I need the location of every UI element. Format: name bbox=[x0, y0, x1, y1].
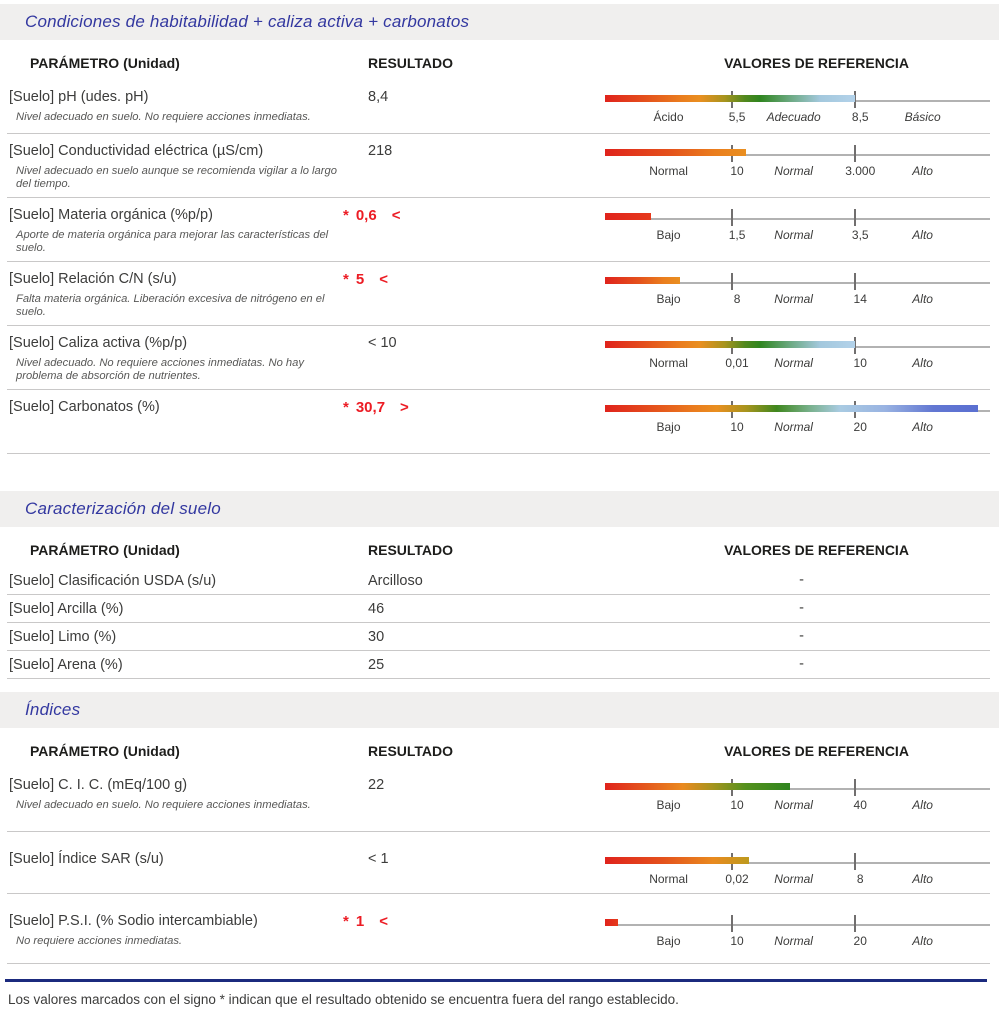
parameter-name: [Suelo] C. I. C. (mEq/100 g) bbox=[9, 777, 188, 793]
threshold-value: 20 bbox=[853, 420, 867, 434]
parameter-name: [Suelo] Clasificación USDA (s/u) bbox=[9, 573, 217, 589]
section-title: Índices bbox=[25, 700, 81, 719]
threshold-value: 10 bbox=[853, 356, 867, 370]
parameter-cell bbox=[7, 88, 340, 133]
parameter-cell bbox=[7, 206, 340, 261]
zone-label-right: Alto bbox=[912, 228, 933, 242]
reference-scale bbox=[605, 913, 990, 953]
parameter-name: [Suelo] pH (udes. pH) bbox=[9, 89, 149, 105]
result-value: 25 bbox=[368, 657, 385, 673]
table-row bbox=[7, 768, 990, 832]
scale-tick bbox=[854, 853, 856, 870]
threshold-value: 0,01 bbox=[725, 356, 749, 370]
zone-label-right: Alto bbox=[912, 872, 933, 886]
parameter-note: Nivel adecuado. No requiere acciones inmediatas. No hay problema de absorción de nutrientes. bbox=[16, 357, 304, 382]
parameter-cell bbox=[7, 270, 340, 325]
zone-label-right: Alto bbox=[912, 292, 933, 306]
parameter-note: Aporte de materia orgánica para mejorar las características del suelo. bbox=[16, 229, 329, 254]
parameter-name: [Suelo] Materia orgánica (%p/p) bbox=[9, 207, 213, 223]
section-header-characterization bbox=[0, 491, 999, 527]
result-value: 8,4 bbox=[368, 89, 389, 105]
zone-label-left: Bajo bbox=[656, 798, 681, 812]
direction-indicator: < bbox=[391, 207, 401, 224]
table-header-row bbox=[7, 527, 990, 567]
parameter-name: [Suelo] Limo (%) bbox=[9, 629, 117, 645]
zone-label-middle: Normal bbox=[774, 934, 813, 948]
threshold-value: 0,02 bbox=[725, 872, 749, 886]
reference-scale bbox=[605, 143, 990, 183]
scale-tick bbox=[731, 915, 733, 932]
reference-dash: - bbox=[799, 600, 804, 616]
table-row bbox=[7, 80, 990, 134]
threshold-value: 10 bbox=[730, 420, 744, 434]
table-row bbox=[7, 326, 990, 390]
threshold-value: 8 bbox=[856, 872, 864, 886]
indices-table bbox=[7, 728, 990, 964]
threshold-value: 14 bbox=[853, 292, 867, 306]
result-value: < 10 bbox=[368, 335, 397, 351]
table-row bbox=[7, 198, 990, 262]
parameter-cell bbox=[7, 850, 340, 893]
result-value: * 5 < bbox=[343, 271, 388, 288]
column-header-parameter: PARÁMETRO (Unidad) bbox=[30, 55, 180, 71]
column-header-result: RESULTADO bbox=[368, 542, 454, 558]
zone-label-middle: Adecuado bbox=[766, 110, 821, 124]
zone-label-middle: Normal bbox=[774, 356, 813, 370]
zone-label-right: Básico bbox=[904, 110, 941, 124]
parameter-note: Falta materia orgánica. Liberación excesiva de nitrógeno en el suelo. bbox=[16, 293, 325, 318]
parameter-cell bbox=[7, 912, 340, 963]
scale-gradient-bar bbox=[605, 919, 618, 926]
table-row bbox=[7, 595, 990, 623]
reference-scale bbox=[605, 207, 990, 247]
result-value: 218 bbox=[368, 143, 393, 159]
reference-scale bbox=[605, 271, 990, 311]
direction-indicator: < bbox=[379, 271, 388, 288]
zone-label-middle: Normal bbox=[774, 420, 813, 434]
scale-tick bbox=[854, 779, 856, 796]
scale-tick bbox=[854, 145, 856, 162]
zone-label-middle: Normal bbox=[774, 228, 813, 242]
table-row bbox=[7, 623, 990, 651]
scale-tick bbox=[854, 209, 856, 226]
footer-divider-line bbox=[5, 979, 987, 982]
table-row bbox=[7, 832, 990, 894]
table-row bbox=[7, 134, 990, 198]
reference-scale bbox=[605, 777, 990, 817]
result-value: * 1 < bbox=[343, 913, 388, 930]
table-row bbox=[7, 262, 990, 326]
table-row bbox=[7, 894, 990, 964]
zone-label-right: Alto bbox=[912, 164, 933, 178]
threshold-value: 1,5 bbox=[728, 228, 746, 242]
scale-tick bbox=[731, 209, 733, 226]
parameter-cell bbox=[7, 776, 340, 831]
parameter-cell bbox=[7, 142, 340, 197]
result-value: < 1 bbox=[368, 851, 389, 867]
scale-gradient-bar bbox=[605, 213, 651, 220]
zone-label-middle: Normal bbox=[774, 164, 813, 178]
scale-gradient-bar bbox=[605, 277, 680, 284]
result-value: Arcilloso bbox=[368, 573, 423, 589]
zone-label-left: Normal bbox=[649, 872, 688, 886]
column-header-reference: VALORES DE REFERENCIA bbox=[724, 542, 909, 558]
threshold-value: 8 bbox=[733, 292, 741, 306]
table-row bbox=[7, 390, 990, 454]
out-of-range-asterisk: * bbox=[343, 271, 349, 288]
parameter-note: Nivel adecuado en suelo aunque se recomienda vigilar a lo largo del tiempo. bbox=[16, 165, 337, 190]
reference-scale bbox=[605, 399, 990, 439]
parameter-name: [Suelo] P.S.I. (% Sodio intercambiable) bbox=[9, 913, 258, 929]
section-title: Condiciones de habitabilidad + caliza activa + carbonatos bbox=[25, 12, 470, 31]
column-header-parameter: PARÁMETRO (Unidad) bbox=[30, 542, 180, 558]
table-row bbox=[7, 567, 990, 595]
out-of-range-asterisk: * bbox=[343, 207, 349, 224]
column-header-reference: VALORES DE REFERENCIA bbox=[724, 55, 909, 71]
reference-dash: - bbox=[799, 628, 804, 644]
table-header-row bbox=[7, 728, 990, 768]
reference-scale bbox=[605, 335, 990, 375]
scale-baseline bbox=[605, 218, 990, 220]
parameter-name: [Suelo] Relación C/N (s/u) bbox=[9, 271, 177, 287]
reference-scale bbox=[605, 89, 990, 129]
threshold-value: 10 bbox=[730, 798, 744, 812]
parameter-cell bbox=[7, 398, 340, 453]
zone-label-left: Bajo bbox=[656, 228, 681, 242]
reference-dash: - bbox=[799, 656, 804, 672]
zone-label-right: Alto bbox=[912, 420, 933, 434]
scale-gradient-bar bbox=[605, 783, 790, 790]
scale-gradient-bar bbox=[605, 857, 749, 864]
zone-label-right: Alto bbox=[912, 798, 933, 812]
parameter-name: [Suelo] Conductividad eléctrica (µS/cm) bbox=[9, 143, 264, 159]
reference-dash: - bbox=[799, 572, 804, 588]
threshold-value: 20 bbox=[853, 934, 867, 948]
section-header-habitability bbox=[0, 4, 999, 40]
section-title: Caracterización del suelo bbox=[25, 499, 221, 518]
table-header-row bbox=[7, 40, 990, 80]
result-value: 30 bbox=[368, 629, 385, 645]
zone-label-left: Bajo bbox=[656, 934, 681, 948]
column-header-result: RESULTADO bbox=[368, 743, 454, 759]
parameter-cell bbox=[7, 334, 340, 389]
scale-tick bbox=[731, 273, 733, 290]
zone-label-left: Bajo bbox=[656, 420, 681, 434]
reference-scale bbox=[605, 851, 990, 891]
characterization-table bbox=[7, 527, 990, 679]
zone-label-left: Ácido bbox=[653, 110, 684, 124]
scale-tick bbox=[854, 273, 856, 290]
scale-gradient-bar bbox=[605, 95, 855, 102]
direction-indicator: > bbox=[400, 399, 409, 416]
out-of-range-asterisk: * bbox=[343, 913, 349, 930]
zone-label-middle: Normal bbox=[774, 798, 813, 812]
footer-note: Los valores marcados con el signo * indican que el resultado obtenido se encuentra fuera del rango establecido. bbox=[8, 992, 679, 1007]
direction-indicator: < bbox=[379, 913, 388, 930]
column-header-parameter: PARÁMETRO (Unidad) bbox=[30, 743, 180, 759]
threshold-value: 8,5 bbox=[851, 110, 869, 124]
parameter-name: [Suelo] Carbonatos (%) bbox=[9, 399, 160, 415]
result-value: 46 bbox=[368, 601, 385, 617]
result-value: * 30,7 > bbox=[343, 399, 409, 416]
result-value: 22 bbox=[368, 777, 385, 793]
parameter-name: [Suelo] Arcilla (%) bbox=[9, 601, 124, 617]
parameter-note: Nivel adecuado en suelo. No requiere acciones inmediatas. bbox=[16, 799, 311, 811]
section-header-indices bbox=[0, 692, 999, 728]
scale-gradient-bar bbox=[605, 341, 855, 348]
column-header-result: RESULTADO bbox=[368, 55, 454, 71]
scale-tick bbox=[854, 915, 856, 932]
zone-label-right: Alto bbox=[912, 356, 933, 370]
scale-baseline bbox=[605, 924, 990, 926]
zone-label-left: Bajo bbox=[656, 292, 681, 306]
zone-label-middle: Normal bbox=[774, 872, 813, 886]
column-header-reference: VALORES DE REFERENCIA bbox=[724, 743, 909, 759]
result-value: * 0,6 < bbox=[343, 207, 401, 224]
zone-label-right: Alto bbox=[912, 934, 933, 948]
scale-gradient-bar bbox=[605, 149, 746, 156]
zone-label-left: Normal bbox=[649, 164, 688, 178]
habitability-table bbox=[7, 40, 990, 454]
threshold-value: 10 bbox=[730, 934, 744, 948]
table-row bbox=[7, 651, 990, 679]
threshold-value: 3.000 bbox=[845, 164, 876, 178]
out-of-range-asterisk: * bbox=[343, 399, 349, 416]
parameter-note: Nivel adecuado en suelo. No requiere acciones inmediatas. bbox=[16, 111, 311, 123]
parameter-name: [Suelo] Índice SAR (s/u) bbox=[9, 851, 164, 867]
threshold-value: 3,5 bbox=[851, 228, 869, 242]
threshold-value: 5,5 bbox=[728, 110, 746, 124]
threshold-value: 40 bbox=[853, 798, 867, 812]
zone-label-middle: Normal bbox=[774, 292, 813, 306]
zone-label-left: Normal bbox=[649, 356, 688, 370]
threshold-value: 10 bbox=[730, 164, 744, 178]
parameter-name: [Suelo] Arena (%) bbox=[9, 657, 123, 673]
parameter-name: [Suelo] Caliza activa (%p/p) bbox=[9, 335, 188, 351]
scale-gradient-bar bbox=[605, 405, 978, 412]
parameter-note: No requiere acciones inmediatas. bbox=[16, 935, 183, 947]
